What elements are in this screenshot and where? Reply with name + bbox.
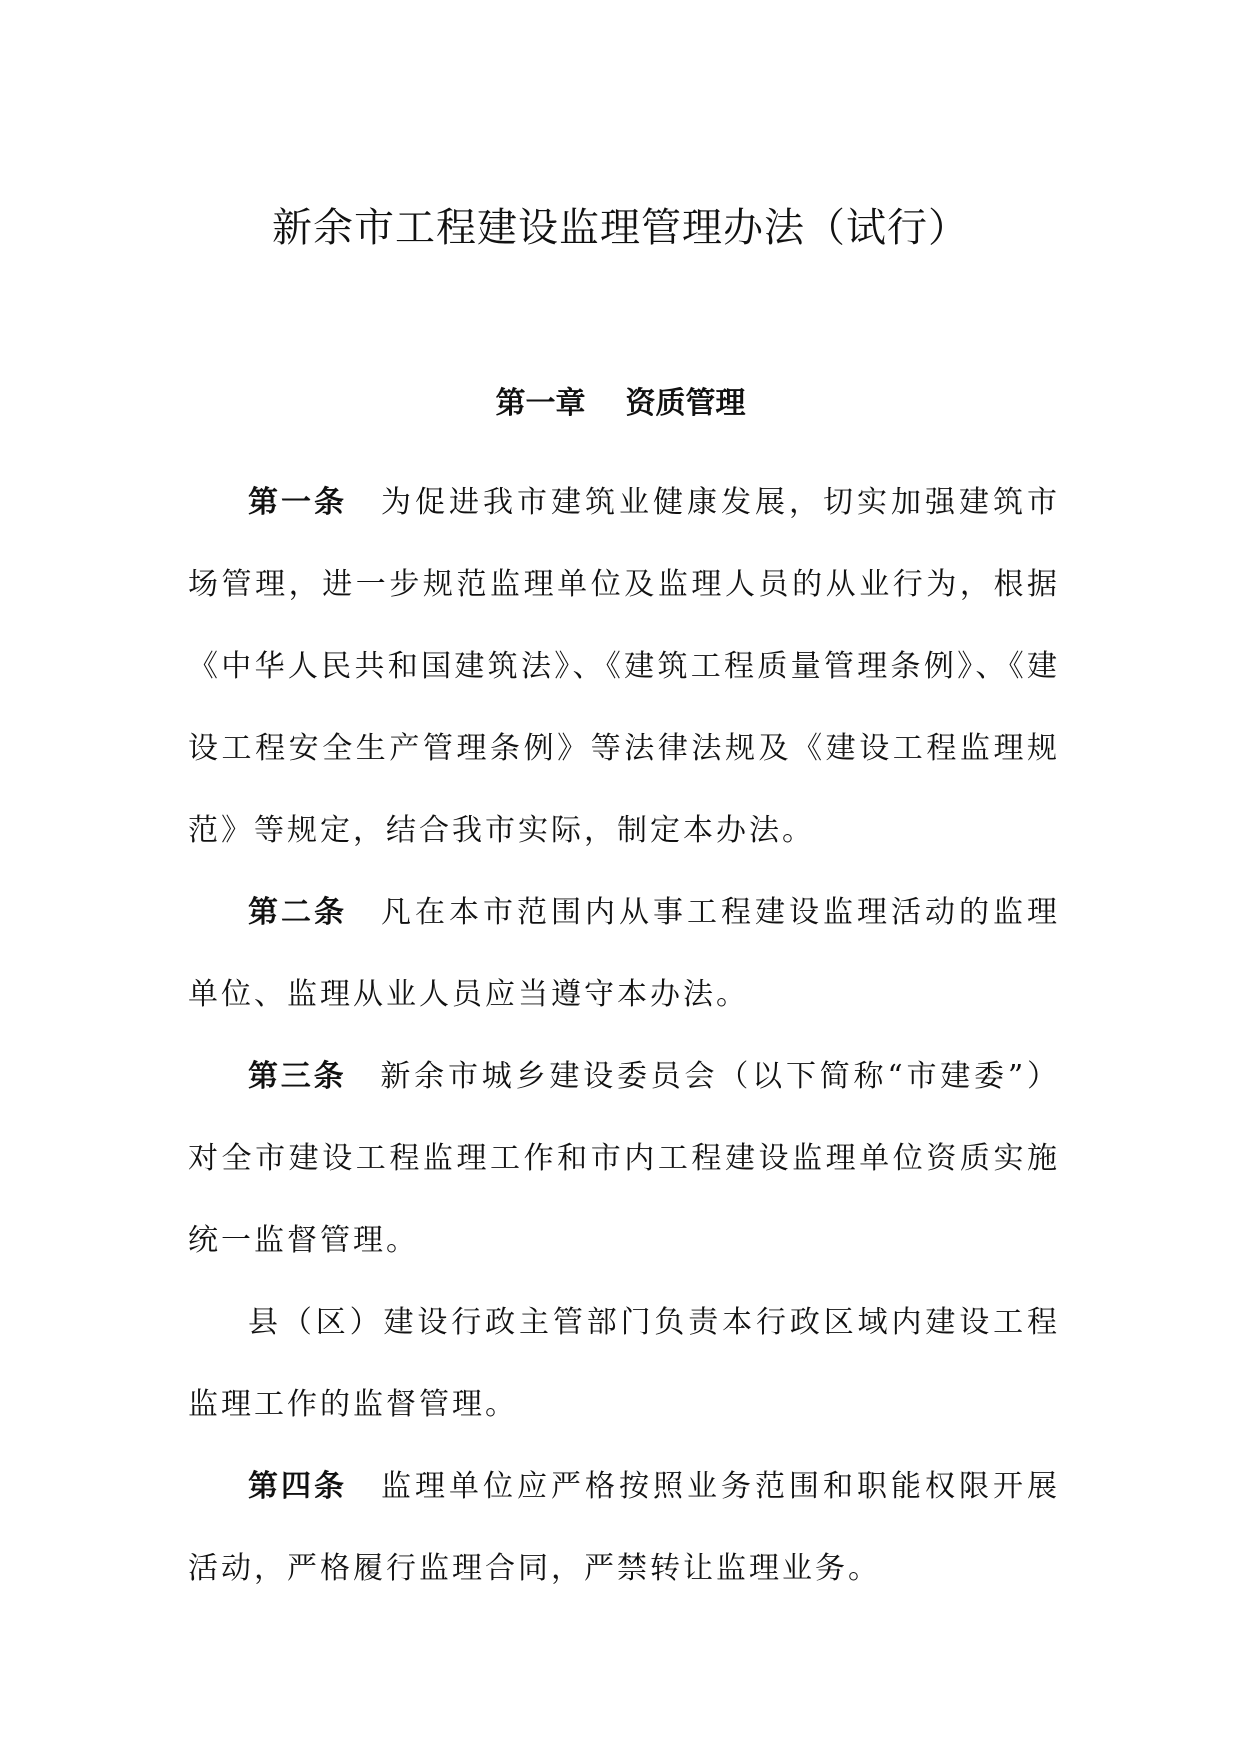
document-body	[188, 462, 1060, 1610]
article-text: 新余市城乡建设委员会（以下简称“市建委”）对全市建设工程监理工作和市内工程建设监理单位资质实施统一监督管理。	[188, 1059, 1060, 1258]
article-text: 监理单位应严格按照业务范围和职能权限开展活动，严格履行监理合同，严禁转让监理业务。	[188, 1469, 1060, 1586]
article-text: 为促进我市建筑业健康发展，切实加强建筑市场管理，进一步规范监理单位及监理人员的从业行为，根据《中华人民共和国建筑法》、《建筑工程质量管理条例》、《建设工程安全生产管理条例》等法律法规及《建设工程监理规范》等规定，结合我市实际，制定本办法。	[188, 485, 1060, 848]
article-2-paragraph	[188, 872, 1060, 1036]
article-3-subparagraph	[188, 1282, 1060, 1446]
chapter-heading	[0, 382, 1241, 426]
document-title: 新余市工程建设监理管理办法（试行）	[272, 205, 969, 251]
article-label: 第一条	[248, 485, 347, 520]
article-3-paragraph	[188, 1036, 1060, 1282]
article-label: 第四条	[248, 1469, 347, 1504]
article-text: 凡在本市范围内从事工程建设监理活动的监理单位、监理从业人员应当遵守本办法。	[188, 895, 1060, 1012]
chapter-name: 资质管理	[625, 386, 746, 421]
article-4-paragraph	[188, 1446, 1060, 1610]
article-text: 县（区）建设行政主管部门负责本行政区域内建设工程监理工作的监督管理。	[188, 1305, 1060, 1422]
article-label: 第三条	[248, 1059, 347, 1094]
article-label: 第二条	[248, 895, 347, 930]
chapter-number: 第一章	[495, 386, 586, 421]
article-1-paragraph	[188, 462, 1060, 872]
